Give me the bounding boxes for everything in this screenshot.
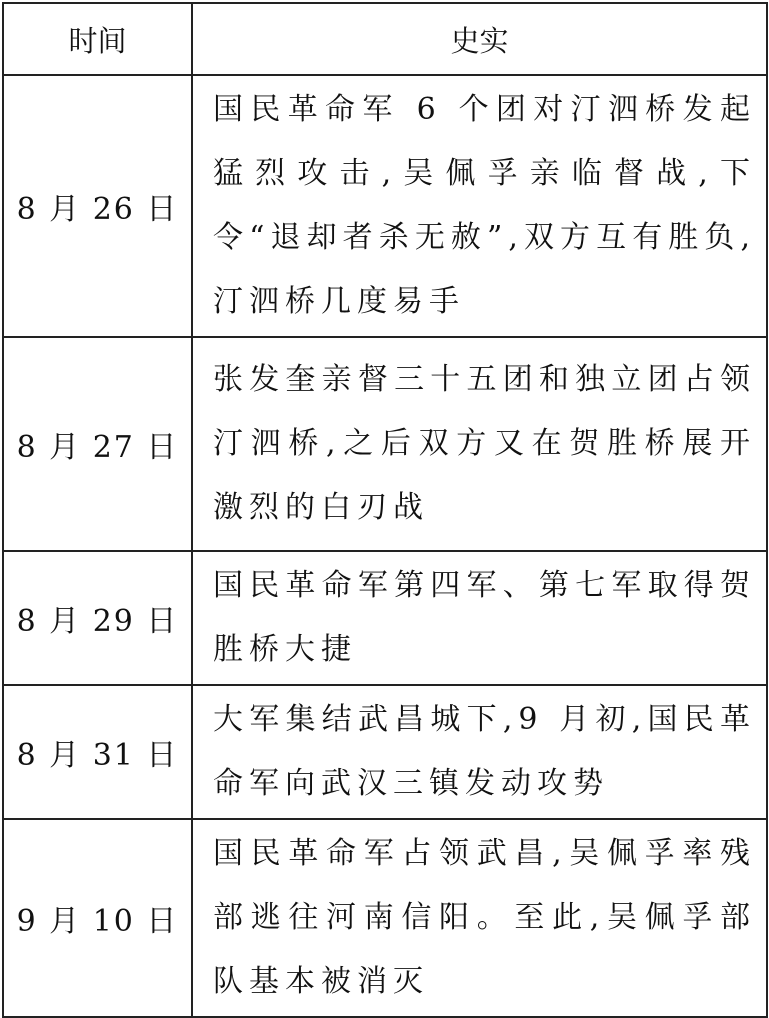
table-row	[3, 819, 767, 1017]
history-table	[2, 2, 768, 1018]
table-row	[3, 685, 767, 819]
row-date: 8 月 31 日	[3, 685, 192, 819]
row-date: 8 月 26 日	[3, 75, 192, 337]
header-row	[3, 3, 767, 75]
header-time: 时间	[3, 3, 192, 75]
header-fact: 史实	[192, 3, 767, 75]
row-date: 9 月 10 日	[3, 819, 192, 1017]
row-fact: 大军集结武昌城下,9 月初,国民革命军向武汉三镇发动攻势	[192, 685, 767, 819]
row-fact: 国民革命军占领武昌,吴佩孚率残部逃往河南信阳。至此,吴佩孚部队基本被消灭	[192, 819, 767, 1017]
row-date: 8 月 29 日	[3, 551, 192, 685]
table-row	[3, 337, 767, 551]
table-row	[3, 551, 767, 685]
row-date: 8 月 27 日	[3, 337, 192, 551]
row-fact: 张发奎亲督三十五团和独立团占领汀泗桥,之后双方又在贺胜桥展开激烈的白刃战	[192, 337, 767, 551]
row-fact: 国民革命军 6 个团对汀泗桥发起猛烈攻击,吴佩孚亲临督战,下令“退却者杀无赦”,双方互有胜负,汀泗桥几度易手	[192, 75, 767, 337]
row-fact: 国民革命军第四军、第七军取得贺胜桥大捷	[192, 551, 767, 685]
table-row	[3, 75, 767, 337]
